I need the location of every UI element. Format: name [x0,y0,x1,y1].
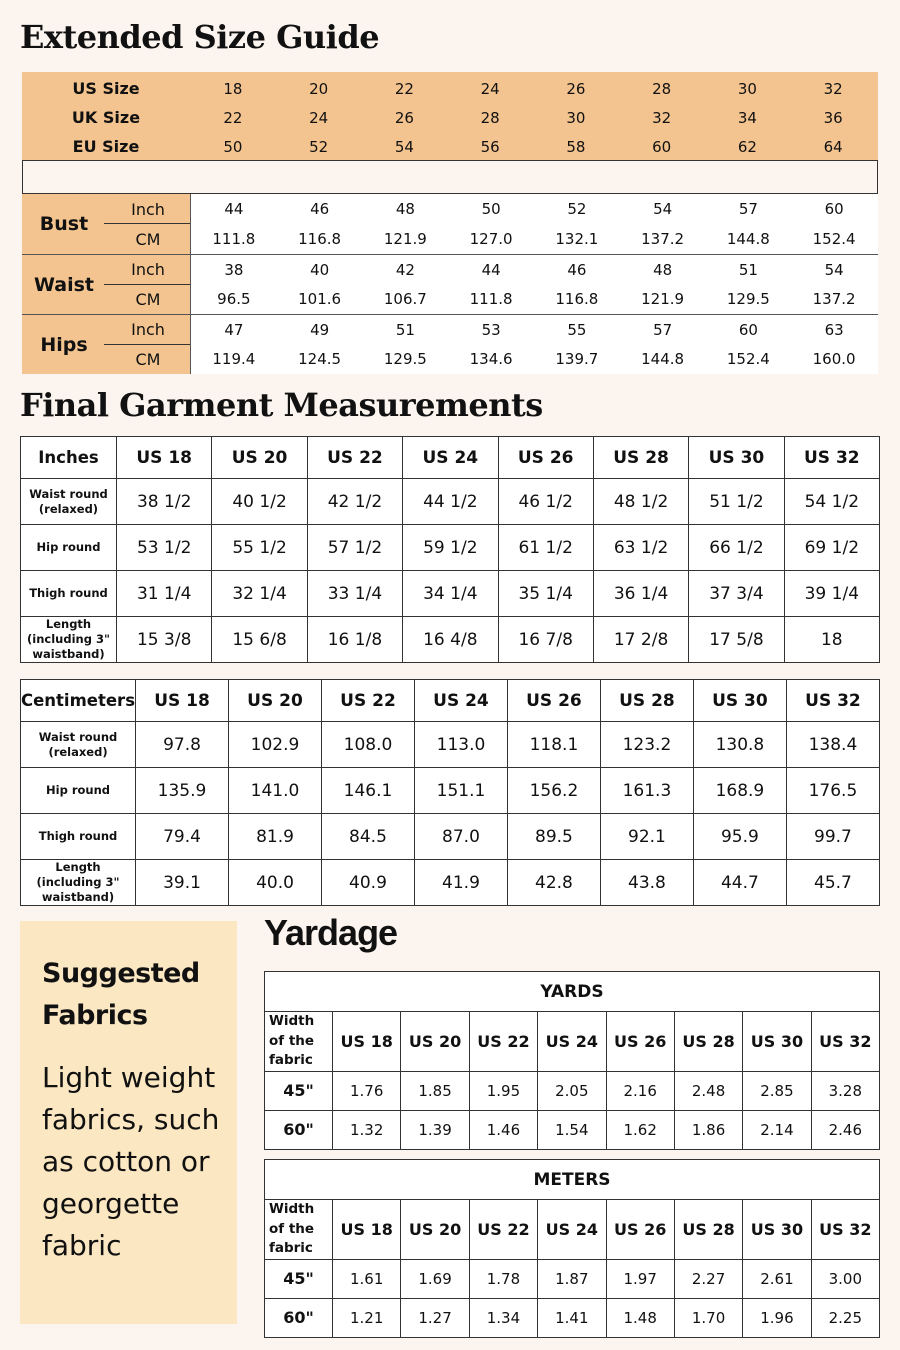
us-size-row [22,74,878,103]
table-cell: 1.54 [538,1110,606,1149]
size-header: US 32 [786,680,879,722]
table-cell: 1.86 [674,1110,742,1149]
table-cell: 17 5/8 [689,617,784,663]
fabrics-title: Suggested Fabrics [42,958,200,1031]
table-cell: 135.9 [136,768,229,814]
table-cell: 43.8 [600,860,693,906]
inch-value: 44 [224,200,244,218]
table-cell: 46 1/2 [498,479,593,525]
cm-value: 121.9 [641,290,685,309]
fabric-width: 60" [265,1110,333,1149]
table-cell: 40 1/2 [212,479,307,525]
width-label: Width of the fabric [265,1200,333,1260]
size-header: US 20 [212,437,307,479]
table-cell: 35 1/4 [498,571,593,617]
uk-size-value: 32 [652,108,672,127]
cm-value-row [191,224,878,254]
eu-size-value: 58 [566,137,586,156]
measurement-values [190,194,878,254]
table-cell: 57 1/2 [307,525,402,571]
size-header: US 28 [593,437,688,479]
cm-value: 132.1 [555,230,599,248]
cm-value: 137.2 [812,290,856,309]
body-measurements [22,194,878,374]
table-cell: 79.4 [136,814,229,860]
size-header: US 20 [401,1012,469,1072]
inch-value: 63 [824,320,844,339]
table-cell: 2.61 [743,1259,811,1298]
table-cell: 48 1/2 [593,479,688,525]
table-cell: 2.16 [606,1071,674,1110]
eu-size-value: 54 [394,137,414,156]
measurement-group [22,254,878,314]
size-header: US 26 [498,437,593,479]
measurement-name: Waist [33,273,94,296]
eu-size-value: 56 [480,137,500,156]
table-cell: 37 3/4 [689,571,784,617]
cm-value: 160.0 [812,350,856,369]
table-cell: 51 1/2 [689,479,784,525]
table-cell: 34 1/4 [403,571,498,617]
table-cell: 1.39 [401,1110,469,1149]
size-header: US 30 [693,680,786,722]
measurement-values [190,255,878,314]
inch-value: 60 [824,200,844,218]
table-cell: 84.5 [321,814,414,860]
measurement-units [106,255,190,314]
size-header: US 24 [538,1012,606,1072]
eu-size-label: EU Size [72,137,140,156]
table-cell: 156.2 [507,768,600,814]
table-cell: 54 1/2 [784,479,879,525]
table-cell: 45.7 [786,860,879,906]
unit-header: Centimeters [21,680,136,722]
garment-inches-table [20,436,880,663]
cm-unit-label: CM [135,289,161,309]
table-cell: 41.9 [414,860,507,906]
table-row [21,768,880,814]
uk-size-row [22,103,878,132]
cm-value: 96.5 [217,290,251,309]
table-caption: YARDS [265,972,880,1012]
size-header: US 32 [811,1200,879,1260]
row-label: Thigh round [21,571,117,617]
table-cell: 2.46 [811,1110,879,1149]
cm-value: 111.8 [212,230,256,248]
uk-size-value: 22 [223,108,243,127]
table-cell: 130.8 [693,722,786,768]
inch-value: 51 [738,260,758,279]
inch-value: 53 [481,320,501,339]
yardage-yards-table [264,971,880,1150]
table-cell: 2.85 [743,1071,811,1110]
size-header: US 22 [469,1200,537,1260]
measurement-units [106,194,190,254]
size-header: US 20 [401,1200,469,1260]
cm-value: 121.9 [383,230,427,248]
table-cell: 55 1/2 [212,525,307,571]
inch-value: 57 [653,320,673,339]
measurement-name: Hips [40,333,88,356]
inch-value: 44 [481,260,501,279]
table-cell: 40.9 [321,860,414,906]
yardage-title: Yardage [264,912,398,953]
table-cell: 92.1 [600,814,693,860]
table-cell: 18 [784,617,879,663]
cm-value: 116.8 [298,230,342,248]
cm-value: 152.4 [812,230,856,248]
table-cell: 16 1/8 [307,617,402,663]
table-cell: 2.14 [743,1110,811,1149]
table-cell: 108.0 [321,722,414,768]
fabric-width: 60" [265,1298,333,1337]
table-row [21,479,880,525]
table-cell: 1.96 [743,1298,811,1337]
size-header: US 24 [538,1200,606,1260]
table-cell: 1.41 [538,1298,606,1337]
inch-value: 48 [395,200,415,218]
table-cell: 1.69 [401,1259,469,1298]
cm-value: 144.8 [641,350,685,369]
measurement-units [106,315,190,374]
garment-cm-table [20,679,880,906]
table-row [21,617,880,663]
size-guide-table [22,72,878,374]
inch-value: 60 [738,320,758,339]
table-cell: 69 1/2 [784,525,879,571]
table-cell: 16 7/8 [498,617,593,663]
caption-row [265,1160,880,1200]
inch-value: 52 [567,200,587,218]
table-cell: 123.2 [600,722,693,768]
unit-divider [104,284,190,285]
size-header: US 26 [606,1200,674,1260]
eu-size-value: 50 [223,137,243,156]
caption-row [265,972,880,1012]
table-cell: 44 1/2 [403,479,498,525]
us-size-value: 20 [309,79,329,98]
table-cell: 66 1/2 [689,525,784,571]
inch-value: 54 [653,200,673,218]
table-cell: 33 1/4 [307,571,402,617]
table-cell: 81.9 [229,814,322,860]
us-size-value: 30 [737,79,757,98]
us-size-value: 28 [652,79,672,98]
cm-value: 152.4 [726,350,770,369]
cm-value: 101.6 [298,290,342,309]
table-cell: 95.9 [693,814,786,860]
eu-size-value: 62 [737,137,757,156]
table-cell: 42.8 [507,860,600,906]
table-cell: 39.1 [136,860,229,906]
cm-unit-label: CM [135,229,161,249]
size-header: US 28 [600,680,693,722]
table-cell: 44.7 [693,860,786,906]
size-header: US 24 [403,437,498,479]
size-header: US 22 [469,1012,537,1072]
cm-value: 116.8 [555,290,599,309]
table-cell: 1.85 [401,1071,469,1110]
eu-size-value: 64 [823,137,843,156]
table-cell: 40.0 [229,860,322,906]
inch-value: 55 [567,320,587,339]
table-row [265,1298,880,1337]
fabric-width: 45" [265,1259,333,1298]
cm-value: 139.7 [555,350,599,369]
table-cell: 141.0 [229,768,322,814]
cm-value: 119.4 [212,350,256,369]
table-cell: 1.62 [606,1110,674,1149]
table-cell: 3.28 [811,1071,879,1110]
uk-size-value: 34 [737,108,757,127]
table-row [21,722,880,768]
table-cell: 16 4/8 [403,617,498,663]
table-cell: 138.4 [786,722,879,768]
table-cell: 38 1/2 [117,479,212,525]
table-row [21,814,880,860]
header-row [21,437,880,479]
inch-unit-label: Inch [131,320,165,340]
table-cell: 1.61 [333,1259,401,1298]
table-cell: 1.97 [606,1259,674,1298]
table-cell: 176.5 [786,768,879,814]
cm-value: 144.8 [726,230,770,248]
table-cell: 99.7 [786,814,879,860]
measurement-label-cell [22,315,190,374]
size-header: US 18 [333,1012,401,1072]
eu-size-value: 60 [652,137,672,156]
cm-value-row [191,345,878,375]
table-cell: 87.0 [414,814,507,860]
table-cell: 168.9 [693,768,786,814]
cm-value: 129.5 [383,350,427,369]
inch-value: 57 [738,200,758,218]
row-label: Length (including 3" waistband) [21,860,136,906]
table-cell: 31 1/4 [117,571,212,617]
inch-value: 38 [224,260,244,279]
us-size-value: 32 [823,79,843,98]
header-row [265,1200,880,1260]
divider-band [22,160,878,194]
cm-value: 111.8 [469,290,513,309]
table-cell: 1.78 [469,1259,537,1298]
table-cell: 61 1/2 [498,525,593,571]
table-cell: 59 1/2 [403,525,498,571]
cm-value: 106.7 [383,290,427,309]
table-cell: 146.1 [321,768,414,814]
size-header: US 28 [674,1012,742,1072]
row-label: Waist round (relaxed) [21,479,117,525]
size-header: US 26 [507,680,600,722]
table-cell: 32 1/4 [212,571,307,617]
table-row [21,860,880,906]
table-row [265,1259,880,1298]
uk-size-label: UK Size [71,108,141,127]
inch-unit-label: Inch [131,260,165,280]
size-header: US 26 [606,1012,674,1072]
eu-size-row [22,132,878,161]
garment-title: Final Garment Measurements [20,386,543,424]
inch-value: 51 [395,320,415,339]
measurement-name: Bust [39,213,89,235]
us-size-label: US Size [72,79,140,98]
measurement-label-cell [22,255,190,314]
size-header: US 20 [229,680,322,722]
header-row [265,1012,880,1072]
eu-size-value: 52 [309,137,329,156]
us-size-value: 22 [394,79,414,98]
table-cell: 1.27 [401,1298,469,1337]
inch-value: 50 [481,200,501,218]
suggested-fabrics-panel [20,921,237,1324]
size-header: US 32 [811,1012,879,1072]
size-header: US 22 [307,437,402,479]
inch-value: 47 [224,320,244,339]
table-cell: 42 1/2 [307,479,402,525]
table-cell: 89.5 [507,814,600,860]
table-cell: 2.05 [538,1071,606,1110]
fabric-width: 45" [265,1071,333,1110]
size-header: US 24 [414,680,507,722]
table-cell: 151.1 [414,768,507,814]
table-row [265,1071,880,1110]
unit-divider [104,223,190,224]
inch-value: 46 [310,200,330,218]
table-row [21,571,880,617]
size-header-band [22,72,878,160]
inch-value: 54 [824,260,844,279]
table-cell: 2.25 [811,1298,879,1337]
row-label: Hip round [21,768,136,814]
table-cell: 1.76 [333,1071,401,1110]
table-cell: 53 1/2 [117,525,212,571]
inch-value-row [191,255,878,285]
cm-value-row [191,285,878,315]
table-cell: 1.87 [538,1259,606,1298]
unit-divider [104,344,190,345]
size-header: US 22 [321,680,414,722]
inch-value: 49 [310,320,330,339]
cm-value: 127.0 [469,230,513,248]
table-cell: 118.1 [507,722,600,768]
uk-size-value: 24 [309,108,329,127]
size-header: US 18 [136,680,229,722]
size-header: US 28 [674,1200,742,1260]
row-label: Length (including 3" waistband) [21,617,117,663]
us-size-value: 24 [480,79,500,98]
table-cell: 1.95 [469,1071,537,1110]
uk-size-value: 28 [480,108,500,127]
table-cell: 1.32 [333,1110,401,1149]
uk-size-value: 30 [566,108,586,127]
table-cell: 15 6/8 [212,617,307,663]
measurement-group [22,314,878,374]
table-cell: 3.00 [811,1259,879,1298]
table-cell: 15 3/8 [117,617,212,663]
uk-size-value: 26 [394,108,414,127]
table-cell: 63 1/2 [593,525,688,571]
measurement-values [190,315,878,374]
size-header: US 18 [117,437,212,479]
table-caption: METERS [265,1160,880,1200]
table-cell: 39 1/4 [784,571,879,617]
table-cell: 1.46 [469,1110,537,1149]
uk-size-value: 36 [823,108,843,127]
table-cell: 1.48 [606,1298,674,1337]
cm-unit-label: CM [135,349,161,369]
size-header: US 30 [743,1200,811,1260]
table-cell: 102.9 [229,722,322,768]
inch-value-row [191,315,878,345]
table-cell: 36 1/4 [593,571,688,617]
header-row [21,680,880,722]
measurement-group [22,194,878,254]
cm-value: 134.6 [469,350,513,369]
table-cell: 97.8 [136,722,229,768]
size-header: US 30 [689,437,784,479]
inch-unit-label: Inch [131,199,165,219]
row-label: Thigh round [21,814,136,860]
size-header: US 30 [743,1012,811,1072]
table-cell: 17 2/8 [593,617,688,663]
cm-value: 124.5 [298,350,342,369]
table-cell: 1.21 [333,1298,401,1337]
unit-header: Inches [21,437,117,479]
table-cell: 1.70 [674,1298,742,1337]
table-cell: 1.34 [469,1298,537,1337]
table-row [265,1110,880,1149]
table-cell: 113.0 [414,722,507,768]
inch-value-row [191,194,878,224]
size-header: US 32 [784,437,879,479]
inch-value: 40 [310,260,330,279]
table-cell: 2.48 [674,1071,742,1110]
size-header: US 18 [333,1200,401,1260]
row-label: Waist round (relaxed) [21,722,136,768]
fabrics-body: Light weight fabrics, such as cotton or georgette fabric [42,1061,220,1262]
inch-value: 42 [395,260,415,279]
table-row [21,525,880,571]
measurement-label-cell [22,194,190,254]
table-cell: 161.3 [600,768,693,814]
inch-value: 46 [567,260,587,279]
cm-value: 129.5 [726,290,770,309]
table-cell: 2.27 [674,1259,742,1298]
row-label: Hip round [21,525,117,571]
width-label: Width of the fabric [265,1012,333,1072]
us-size-value: 26 [566,79,586,98]
size-guide-title: Extended Size Guide [20,18,380,56]
us-size-value: 18 [223,79,243,98]
inch-value: 48 [653,260,673,279]
cm-value: 137.2 [641,230,685,248]
yardage-meters-table [264,1159,880,1338]
